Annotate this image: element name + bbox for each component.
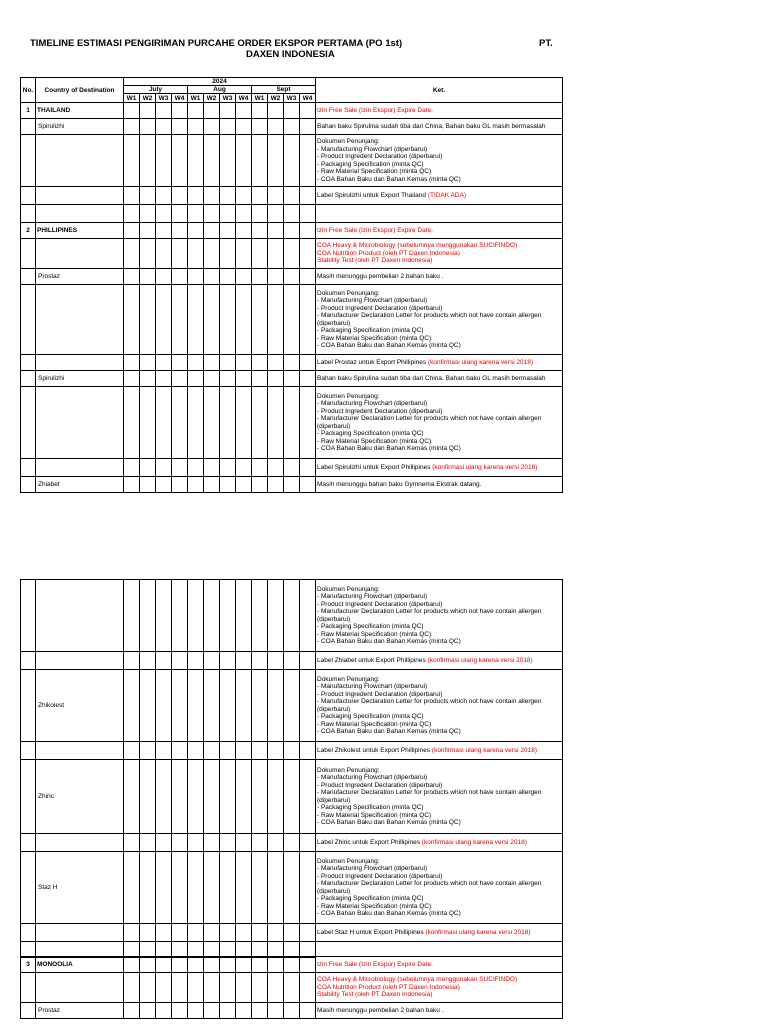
note-line: - Manufacturer Declaration Letter for products which not have contain allergen — [317, 880, 542, 887]
note-line: (diperbarui) — [317, 422, 351, 430]
note-line: - Product Ingredent Declaration (diperbarui) — [317, 407, 443, 415]
note-line: - COA Bahan Baku dan Bahan Kemas (minta QC) — [317, 728, 461, 735]
note-line: - Product Ingredent Declaration (diperbarui) — [317, 153, 443, 160]
note-line: - COA Bahan Baku dan Bahan Kemas (minta QC) — [317, 445, 461, 452]
table-row — [21, 742, 563, 760]
note-line: - Packaging Specification (minta QC) — [317, 713, 424, 720]
note — [316, 459, 563, 477]
note-documents — [316, 285, 563, 355]
table-row — [21, 477, 563, 493]
table-row — [21, 387, 563, 459]
note-line: - Manufacturer Declaration Letter for products which not have contain allergen — [317, 312, 542, 319]
note — [316, 187, 563, 205]
note-line: - Packaging Specification (minta QC) — [317, 160, 424, 168]
note — [316, 924, 563, 942]
note-line: - Product Ingredent Declaration (diperbarui) — [317, 304, 443, 312]
note-line: - Packaging Specification (minta QC) — [317, 430, 424, 437]
product-name: Staz H — [36, 852, 124, 924]
title-pt: PT. — [539, 38, 553, 49]
note-line: - Raw Material Specification (minta QC) — [317, 720, 432, 728]
note-line: - Product Ingredent Declaration (diperbarui) — [317, 872, 443, 880]
table-row — [21, 239, 563, 269]
note-flag: (konfirmasi ulang karena versi 2018) — [431, 746, 538, 754]
header-year: 2024 — [124, 78, 316, 86]
note-line: Dokumen Penunjang: — [317, 675, 380, 683]
row-number: 1 — [21, 103, 36, 119]
note-line: - Manufacturing Flowchart (diperbarui) — [317, 593, 428, 600]
week-header: W4 — [172, 94, 188, 103]
note-line: Dokumen Penunjang: — [317, 392, 380, 400]
note-line: - Product Ingredent Declaration (diperbarui) — [317, 690, 443, 698]
note-documents — [316, 135, 563, 187]
week-header: W4 — [236, 94, 252, 103]
note-line: COA Heavy & Microbiology (sebelumnya menggunakan SUCIFINDO) — [317, 976, 518, 984]
table-row — [21, 371, 563, 387]
note-text: Label Prostaz untuk Export Phillipines — [317, 358, 428, 366]
note-line: - Manufacturing Flowchart (diperbarui) — [317, 145, 428, 153]
note — [316, 834, 563, 852]
note-documents — [316, 852, 563, 924]
note-line: Dokumen Penunjang: — [317, 289, 380, 297]
note-line: - Packaging Specification (minta QC) — [317, 623, 424, 630]
note-line: COA Nutrition Product (oleh PT Daxen Indonesia) — [317, 983, 460, 991]
note-line: - Packaging Specification (minta QC) — [317, 895, 424, 902]
note: Masih menunggu pembelian 2 bahan baku . — [316, 269, 563, 285]
note — [316, 355, 563, 371]
note: Masih menunggu bahan baku Gymnema Ekstrak datang. — [316, 477, 563, 493]
note-line: (diperbarui) — [317, 796, 351, 804]
row-number: 2 — [21, 223, 36, 239]
product-name: Zhiric — [36, 760, 124, 834]
table-row — [21, 973, 563, 1003]
product-name: Spirulizhi — [36, 371, 124, 387]
table-row — [21, 957, 563, 973]
note-coa — [316, 973, 563, 1003]
note-line: - Manufacturer Declaration Letter for products which not have contain allergen — [317, 415, 542, 422]
timeline-table-1 — [20, 77, 563, 493]
note — [316, 652, 563, 670]
title-line-1: TIMELINE ESTIMASI PENGIRIMAN PURCAHE ORDER EKSPOR PERTAMA (PO 1st) — [30, 38, 403, 49]
note-line: - Raw Material Specification (minta QC) — [317, 811, 432, 819]
note-line: - Packaging Specification (minta QC) — [317, 327, 424, 334]
note-line: - Raw Material Specification (minta QC) — [317, 334, 432, 342]
note: Izin Free Sale (Izin Ekspor) Expire Date. — [316, 223, 563, 239]
table-row — [21, 135, 563, 187]
product-name: Zhiabet — [36, 477, 124, 493]
note-text: Label Staz H untuk Export Phillipines — [317, 928, 426, 936]
note-documents — [316, 670, 563, 742]
note-flag: (konfirmasi ulang karena versi 2018) — [427, 656, 533, 664]
week-header: W2 — [268, 94, 284, 103]
note-line: - Manufacturing Flowchart (diperbarui) — [317, 774, 428, 781]
note-line: - Manufacturing Flowchart (diperbarui) — [317, 297, 428, 304]
table-row — [21, 119, 563, 135]
note-line: Stability Test (oleh PT Daxen Indonesia) — [317, 991, 433, 999]
note: Bahan baku Spirulina sudah tiba dari China, Bahan baku GL masih bermasalah — [316, 119, 563, 135]
note-text: Label Zhikolest untuk Export Phillipines — [317, 746, 432, 754]
table-row — [21, 924, 563, 942]
note-line: COA Heavy & Microbiology (sebelumnya menggunakan SUCIFINDO) — [317, 242, 518, 250]
table-row — [21, 223, 563, 239]
note-line: - Manufacturing Flowchart (diperbarui) — [317, 400, 428, 407]
table-row — [21, 834, 563, 852]
table-row — [21, 652, 563, 670]
table-row — [21, 205, 563, 223]
note: Izin Free Sale (Izin Ekspor) Expire Date. — [316, 957, 563, 973]
table-row — [21, 670, 563, 742]
note-line: - Manufacturer Declaration Letter for products which not have contain allergen — [317, 698, 542, 705]
week-header: W1 — [188, 94, 204, 103]
note-line: Stability Test (oleh PT Daxen Indonesia) — [317, 257, 433, 265]
header-country: Country of Destination — [36, 78, 124, 103]
table-row — [21, 285, 563, 355]
note: Izin Free Sale (Izin Ekspor) Expire Date. — [316, 103, 563, 119]
table-row — [21, 355, 563, 371]
note-line: - Packaging Specification (minta QC) — [317, 804, 424, 811]
note-line: (diperbarui) — [317, 615, 351, 623]
week-header: W2 — [140, 94, 156, 103]
header-month-july: July — [124, 86, 188, 94]
note-line: - COA Bahan Baku dan Bahan Kemas (minta QC) — [317, 342, 461, 349]
product-name: Prostaz — [36, 269, 124, 285]
timeline-table-2 — [20, 579, 563, 1019]
product-name: Zhikolest — [36, 670, 124, 742]
note-line: (diperbarui) — [317, 887, 351, 895]
note-line: Dokumen Penunjang: — [317, 585, 380, 593]
week-header: W4 — [300, 94, 316, 103]
header-month-sept: Sept — [252, 86, 316, 94]
note-text: Label Zhiabet untuk Export Phillipines — [317, 656, 428, 664]
week-header: W3 — [284, 94, 300, 103]
table-row — [21, 187, 563, 205]
note-line: (diperbarui) — [317, 705, 351, 713]
note-line: - Raw Material Specification (minta QC) — [317, 168, 432, 175]
note-line: Dokumen Penunjang: — [317, 766, 380, 774]
header-no: No. — [21, 78, 36, 103]
note-text: Label Zhiric untuk Export Phillipines — [317, 838, 422, 846]
note — [316, 742, 563, 760]
note-line: - COA Bahan Baku dan Bahan Kemas (minta QC) — [317, 910, 461, 917]
week-header: W3 — [156, 94, 172, 103]
note-text: Label Spirulizhi untuk Export Thailand — [317, 191, 428, 199]
note-line: - COA Bahan Baku dan Bahan Kemas (minta QC) — [317, 819, 461, 826]
table-row — [21, 103, 563, 119]
country-name: PHILLIPINES — [36, 223, 124, 239]
note: Masih menunggu pembelian 2 bahan baku . — [316, 1003, 563, 1019]
note-flag: (konfirmasi ulang karena versi 2018) — [432, 463, 538, 471]
note-line: - Raw Material Specification (minta QC) — [317, 902, 432, 910]
header-ket: Ket. — [316, 78, 563, 103]
note-line: - Manufacturer Declaration Letter for products which not have contain allergen — [317, 789, 542, 796]
product-name: Spirulizhi — [36, 119, 124, 135]
table-row — [21, 269, 563, 285]
note-line: - Manufacturer Declaration Letter for products which not have contain allergen — [317, 608, 542, 615]
note-line: COA Nutrition Product (oleh PT Daxen Indonesia) — [317, 249, 460, 257]
note-documents — [316, 387, 563, 459]
row-number: 3 — [21, 957, 36, 973]
note-line: - Raw Material Specification (minta QC) — [317, 630, 432, 638]
note-line: - COA Bahan Baku dan Bahan Kemas (minta QC) — [317, 638, 461, 645]
note-line: Dokumen Penunjang: — [317, 138, 380, 145]
table-row — [21, 760, 563, 834]
week-header: W1 — [252, 94, 268, 103]
table-row — [21, 852, 563, 924]
table-row — [21, 580, 563, 652]
note-flag: (konfirmasi ulang karena versi 2018) — [425, 928, 531, 936]
week-header: W2 — [204, 94, 220, 103]
note-line: - Raw Material Specification (minta QC) — [317, 437, 432, 445]
country-name: THAILAND — [36, 103, 124, 119]
title-line-2: DAXEN INDONESIA — [246, 49, 335, 60]
table-row — [21, 459, 563, 477]
country-name: MONOOLIA — [36, 957, 124, 973]
table-row — [21, 1003, 563, 1019]
note-line: - Product Ingredent Declaration (diperbarui) — [317, 600, 443, 608]
note-flag: (konfirmasi ulang karena versi 2018) — [421, 838, 527, 846]
note-documents — [316, 760, 563, 834]
note-text: Label Spirulizhi untuk Export Phillipines — [317, 463, 433, 471]
note-documents — [316, 580, 563, 652]
note-line: - COA Bahan Baku dan Bahan Kemas (minta QC) — [317, 175, 461, 183]
header-month-aug: Aug — [188, 86, 252, 94]
note: Bahan baku Spirulina sudah tiba dari China, Bahan baku GL masih bermasalah — [316, 371, 563, 387]
note-coa — [316, 239, 563, 269]
note-line: Dokumen Penunjang: — [317, 857, 380, 865]
note-line: - Manufacturing Flowchart (diperbarui) — [317, 683, 428, 690]
week-header: W3 — [220, 94, 236, 103]
table-row — [21, 942, 563, 957]
note-flag: (konfirmasi ulang karena versi 2018) — [427, 358, 534, 366]
note-line: - Product Ingredent Declaration (diperbarui) — [317, 781, 443, 789]
product-name: Prostaz — [36, 1003, 124, 1019]
note-line: (diperbarui) — [317, 319, 351, 327]
note-flag: (TIDAK ADA) — [427, 191, 467, 199]
week-header: W1 — [124, 94, 140, 103]
note-line: - Manufacturing Flowchart (diperbarui) — [317, 865, 428, 872]
